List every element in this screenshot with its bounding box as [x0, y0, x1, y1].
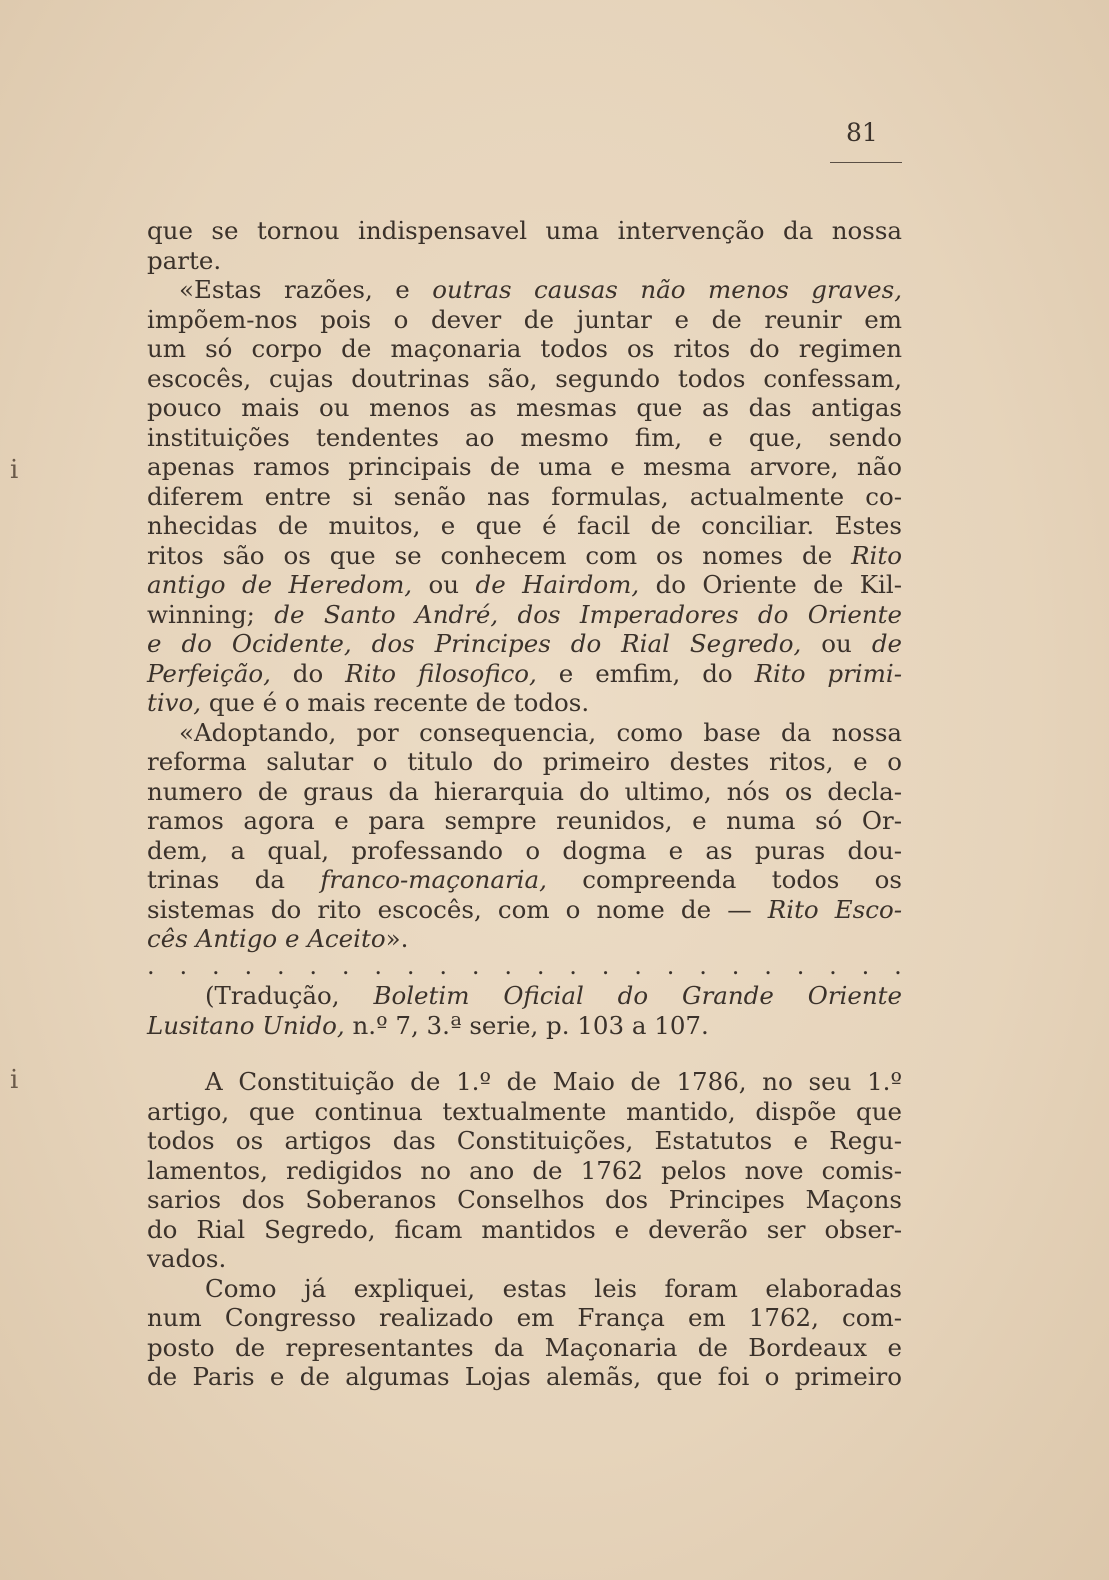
page-number: 81 — [846, 118, 878, 147]
text-segment: impõem-nos pois o dever de juntar e de reunir em — [147, 304, 902, 334]
italic-segment: Rito Esco- — [767, 894, 902, 924]
dot: . — [504, 952, 512, 980]
text-segment: do — [270, 658, 346, 688]
text-line — [147, 1011, 902, 1041]
text-line — [147, 511, 902, 541]
text-line — [147, 1244, 902, 1274]
text-segment: ramos agora e para sempre reunidos, e numa só Or- — [147, 806, 902, 835]
text-line — [147, 1362, 902, 1392]
text-segment: trinas da — [147, 865, 321, 894]
text-segment: apenas ramos principais de uma e mesma arvore, não — [147, 452, 902, 481]
text-segment: numero de graus da hierarquia do ultimo, nós os decla- — [147, 776, 902, 806]
text-segment: artigo, que continua textualmente mantido, dispõe que — [147, 1096, 902, 1126]
text-segment: um só corpo de maçonaria todos os ritos do regimen — [147, 334, 902, 363]
text-line — [147, 1215, 902, 1245]
text-segment: nhecidas de muitos, e que é facil de conciliar. Estes — [147, 511, 902, 540]
text-line — [147, 747, 902, 777]
italic-segment: de — [871, 629, 902, 658]
dot: . — [406, 952, 415, 980]
text-segment: Como já expliquei, estas leis foram elaboradas — [205, 1273, 902, 1303]
text-line — [147, 1274, 902, 1304]
dot: . — [536, 952, 545, 980]
dot: . — [829, 952, 837, 980]
text-segment: do Rial Segredo, ficam mantidos e deverão ser obser- — [147, 1214, 902, 1244]
text-line — [147, 836, 902, 866]
text-segment: lamentos, redigidos no ano de 1762 pelos nove comis- — [147, 1155, 902, 1185]
text-segment: ritos são os que se conhecem com os nomes de — [147, 540, 852, 570]
text-segment: parte. — [147, 245, 222, 275]
text-segment: e emfim, do — [536, 658, 755, 688]
text-line — [147, 1333, 902, 1363]
italic-segment: Rito primi- — [754, 658, 902, 688]
text-segment: A Constituição de 1.º de Maio de 1786, no seu 1.º — [205, 1067, 902, 1096]
text-segment: ou — [412, 570, 476, 599]
text-line — [147, 1156, 902, 1186]
text-line — [147, 1185, 902, 1215]
text-line — [147, 806, 902, 836]
text-line — [147, 246, 902, 276]
text-segment: que se tornou indispensavel uma intervenção da nossa — [147, 216, 902, 245]
dot: . — [439, 952, 447, 980]
text-line — [147, 393, 902, 423]
italic-segment: Rito filosofico, — [345, 658, 537, 688]
text-line — [147, 541, 902, 571]
italic-segment: Perfeição, — [147, 658, 271, 688]
text-line — [147, 981, 902, 1011]
italic-segment: outras causas não menos graves, — [432, 275, 903, 304]
text-line — [147, 423, 902, 453]
text-segment: «Adoptando, por consequencia, como base da nossa — [179, 717, 902, 747]
text-line — [147, 305, 902, 335]
text-line — [147, 688, 902, 718]
text-segment: (Tradução, — [205, 981, 374, 1010]
italic-segment: de Santo André, dos Imperadores do Oriente — [274, 599, 902, 629]
italic-segment: e do Ocidente, dos Principes do Rial Segredo, — [147, 629, 802, 658]
text-line — [147, 777, 902, 807]
body-paragraphs — [147, 1067, 902, 1392]
dot: . — [634, 952, 642, 980]
italic-segment: Lusitano Unido, — [147, 1010, 345, 1040]
text-line — [147, 1067, 902, 1097]
text-segment: todos os artigos das Constituições, Estatutos e Regu- — [147, 1126, 902, 1155]
text-line — [147, 334, 902, 364]
dot: . — [666, 952, 675, 980]
margin-mark: ⅰ — [10, 455, 19, 485]
italic-segment: Rito — [851, 540, 902, 570]
text-segment: winning; — [147, 599, 275, 629]
text-line — [147, 1126, 902, 1156]
ellipsis-divider — [147, 952, 902, 980]
text-segment: que é o mais recente de todos. — [201, 688, 590, 717]
text-segment: compreenda todos os — [546, 865, 902, 894]
dot: . — [309, 952, 318, 980]
text-line — [147, 364, 902, 394]
margin-mark: ⅰ — [10, 1065, 19, 1095]
text-segment: dem, a qual, professando o dogma e as puras dou- — [147, 835, 902, 865]
text-segment: num Congresso realizado em França em 1762, com- — [147, 1303, 902, 1332]
text-segment: n.º 7, 3.ª serie, p. 103 a 107. — [344, 1010, 709, 1040]
italic-segment: franco-maçonaria, — [320, 865, 547, 894]
dot: . — [569, 952, 577, 980]
text-line — [147, 570, 902, 600]
text-line — [147, 629, 902, 659]
dot: . — [341, 952, 350, 980]
italic-segment: cês Antigo e Aceito — [147, 924, 386, 953]
dot: . — [211, 952, 220, 980]
text-line — [147, 895, 902, 925]
text-line — [147, 600, 902, 630]
text-line — [147, 718, 902, 748]
dot: . — [796, 952, 805, 980]
text-segment: de Paris e de algumas Lojas alemãs, que foi o primeiro — [147, 1362, 902, 1391]
text-line — [147, 1303, 902, 1333]
text-segment: sarios dos Soberanos Conselhos dos Principes Maçons — [147, 1185, 902, 1214]
dot: . — [601, 952, 610, 980]
dot: . — [894, 952, 902, 980]
text-segment: sistemas do rito escocês, com o nome de — — [147, 894, 768, 924]
italic-segment: de Hairdom, — [475, 570, 640, 599]
dot: . — [861, 952, 870, 980]
text-segment: reforma salutar o titulo do primeiro destes ritos, e o — [147, 747, 902, 776]
italic-segment: antigo de Heredom, — [147, 570, 413, 599]
text-line — [147, 865, 902, 895]
text-line — [147, 659, 902, 689]
citation — [147, 981, 902, 1040]
text-segment: instituições tendentes ao mesmo fim, e que, sendo — [147, 422, 902, 452]
dot: . — [699, 952, 707, 980]
dot: . — [276, 952, 285, 980]
text-line — [147, 216, 902, 246]
dot: . — [147, 952, 155, 980]
dot: . — [179, 952, 188, 980]
dot: . — [731, 952, 740, 980]
italic-segment: Boletim Oficial do Grande Oriente — [373, 981, 902, 1010]
text-segment: posto de representantes da Maçonaria de Bordeaux e — [147, 1332, 902, 1362]
text-segment: ou — [801, 629, 872, 658]
text-segment: ». — [385, 924, 409, 953]
text-line — [147, 924, 902, 954]
text-line — [147, 452, 902, 482]
text-segment: do Oriente de Kil- — [639, 570, 903, 599]
dot: . — [244, 952, 253, 980]
text-segment: vados. — [147, 1244, 227, 1273]
text-line — [147, 275, 902, 305]
text-segment: escocês, cujas doutrinas são, segundo todos confessam, — [147, 363, 902, 393]
text-segment: «Estas razões, e — [179, 275, 433, 304]
text-line — [147, 482, 902, 512]
dot: . — [764, 952, 772, 980]
dot: . — [374, 952, 383, 980]
dot: . — [471, 952, 480, 980]
italic-segment: tivo, — [147, 688, 202, 717]
text-line — [147, 1097, 902, 1127]
text-segment: pouco mais ou menos as mesmas que as das antigas — [147, 393, 902, 422]
header-rule — [830, 162, 902, 163]
quoted-decree-text — [147, 216, 902, 954]
text-segment: diferem entre si senão nas formulas, actualmente co- — [147, 481, 902, 511]
